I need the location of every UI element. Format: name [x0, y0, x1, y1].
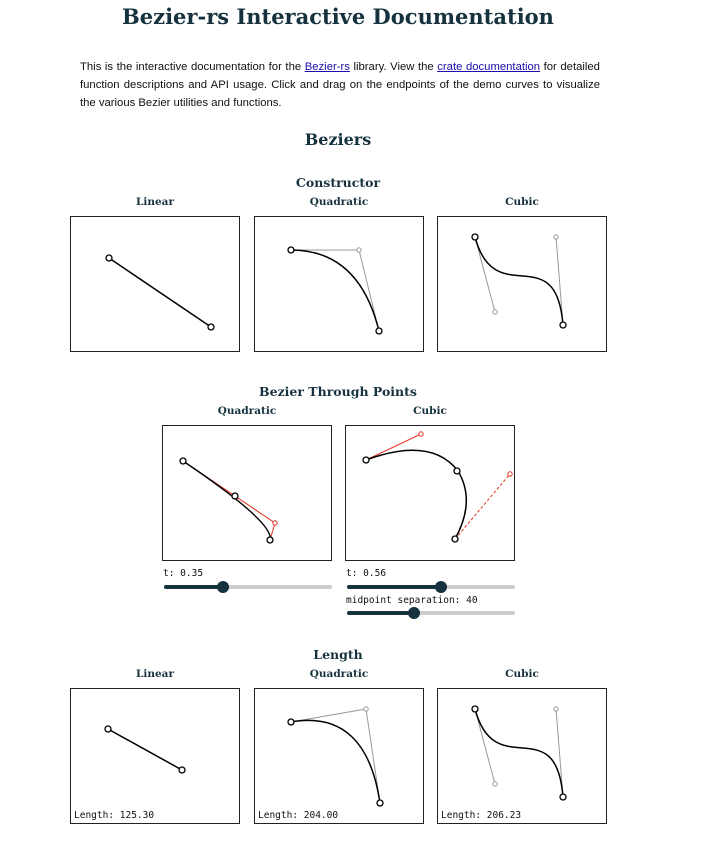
start-point-handle[interactable]: [288, 247, 294, 253]
control-point-handle[interactable]: [364, 707, 368, 711]
cubic-curve: [475, 237, 563, 325]
start-point-handle[interactable]: [180, 458, 186, 464]
control-point-1-handle[interactable]: [493, 782, 497, 786]
quadratic-t-label: t: 0.35: [163, 568, 204, 579]
control-point-handle: [273, 521, 277, 525]
control-point-2-handle: [508, 472, 512, 476]
length-linear-canvas[interactable]: [70, 688, 240, 824]
through-point-handle[interactable]: [232, 493, 238, 499]
intro-paragraph: [80, 58, 600, 112]
intro-text-3: for detailed function descriptions and API usage. Click and drag on the endpoints of the demo curves to visualize the various Bezier utilities and functions.: [80, 61, 600, 109]
handle-line-start: [366, 434, 421, 460]
end-point-handle[interactable]: [377, 800, 383, 806]
intro-text-2: library. View the: [349, 61, 438, 73]
slider-fill: [347, 611, 414, 615]
cubic-curve: [475, 709, 563, 797]
start-point-handle[interactable]: [105, 726, 111, 732]
constructor-title: Constructor: [295, 175, 381, 190]
quadratic-curve: [291, 250, 379, 331]
end-point-handle[interactable]: [179, 767, 185, 773]
constructor-linear-canvas[interactable]: [70, 216, 240, 352]
handle-lines: [183, 461, 275, 540]
length-quadratic-label: Quadratic: [309, 668, 369, 680]
slider-thumb[interactable]: [408, 607, 420, 619]
start-point-handle[interactable]: [106, 255, 112, 261]
section-title-beziers: Beziers: [304, 130, 372, 149]
start-point-handle[interactable]: [472, 234, 478, 240]
quadratic-curve: [291, 720, 380, 803]
slider-fill: [347, 585, 441, 589]
end-point-handle[interactable]: [267, 537, 273, 543]
linear-curve: [108, 729, 182, 770]
through-points-title: Bezier Through Points: [259, 384, 417, 399]
length-cubic-canvas[interactable]: [437, 688, 607, 824]
control-point-handle[interactable]: [357, 248, 361, 252]
length-title: Length: [313, 647, 363, 662]
length-readout: Length: 125.30: [74, 810, 155, 821]
constructor-quadratic-canvas[interactable]: [254, 216, 424, 352]
end-point-handle[interactable]: [208, 324, 214, 330]
constructor-quadratic-label: Quadratic: [309, 196, 369, 208]
slider-thumb[interactable]: [217, 581, 229, 593]
start-point-handle[interactable]: [288, 719, 294, 725]
length-quadratic-canvas[interactable]: [254, 688, 424, 824]
length-linear-label: Linear: [135, 668, 175, 680]
linear-curve: [109, 258, 211, 327]
slider-fill: [164, 585, 223, 589]
cubic-t-label: t: 0.56: [346, 568, 387, 579]
midpoint-separation-slider[interactable]: [347, 606, 515, 620]
slider-thumb[interactable]: [435, 581, 447, 593]
through-points-cubic-label: Cubic: [413, 405, 447, 417]
length-readout: Length: 204.00: [258, 810, 339, 821]
through-points-quadratic-label: Quadratic: [217, 405, 277, 417]
through-points-quadratic-canvas[interactable]: [162, 425, 332, 561]
page-title: Bezier-rs Interactive Documentation: [122, 4, 554, 29]
through-points-cubic-canvas[interactable]: [345, 425, 515, 561]
control-point-2-handle[interactable]: [554, 707, 558, 711]
quadratic-curve: [183, 461, 270, 540]
bezier-rs-link[interactable]: Bezier-rs: [304, 61, 350, 73]
end-point-handle[interactable]: [376, 328, 382, 334]
start-point-handle[interactable]: [472, 706, 478, 712]
end-point-handle[interactable]: [452, 536, 458, 542]
start-point-handle[interactable]: [363, 457, 369, 463]
intro-text-1: This is the interactive documentation for the: [80, 61, 305, 73]
control-point-1-handle: [419, 432, 423, 436]
control-point-2-handle[interactable]: [554, 235, 558, 239]
quadratic-t-slider[interactable]: [164, 580, 332, 594]
constructor-cubic-canvas[interactable]: [437, 216, 607, 352]
through-point-handle[interactable]: [454, 468, 460, 474]
cubic-curve: [366, 450, 466, 539]
cubic-t-slider[interactable]: [347, 580, 515, 594]
end-point-handle[interactable]: [560, 794, 566, 800]
control-point-1-handle[interactable]: [493, 310, 497, 314]
constructor-linear-label: Linear: [135, 196, 175, 208]
length-cubic-label: Cubic: [505, 668, 539, 680]
crate-documentation-link[interactable]: crate documentation: [437, 61, 541, 73]
constructor-cubic-label: Cubic: [505, 196, 539, 208]
midpoint-separation-label: midpoint separation: 40: [346, 595, 478, 606]
handle-lines: [291, 250, 379, 331]
length-readout: Length: 206.23: [441, 810, 522, 821]
end-point-handle[interactable]: [560, 322, 566, 328]
